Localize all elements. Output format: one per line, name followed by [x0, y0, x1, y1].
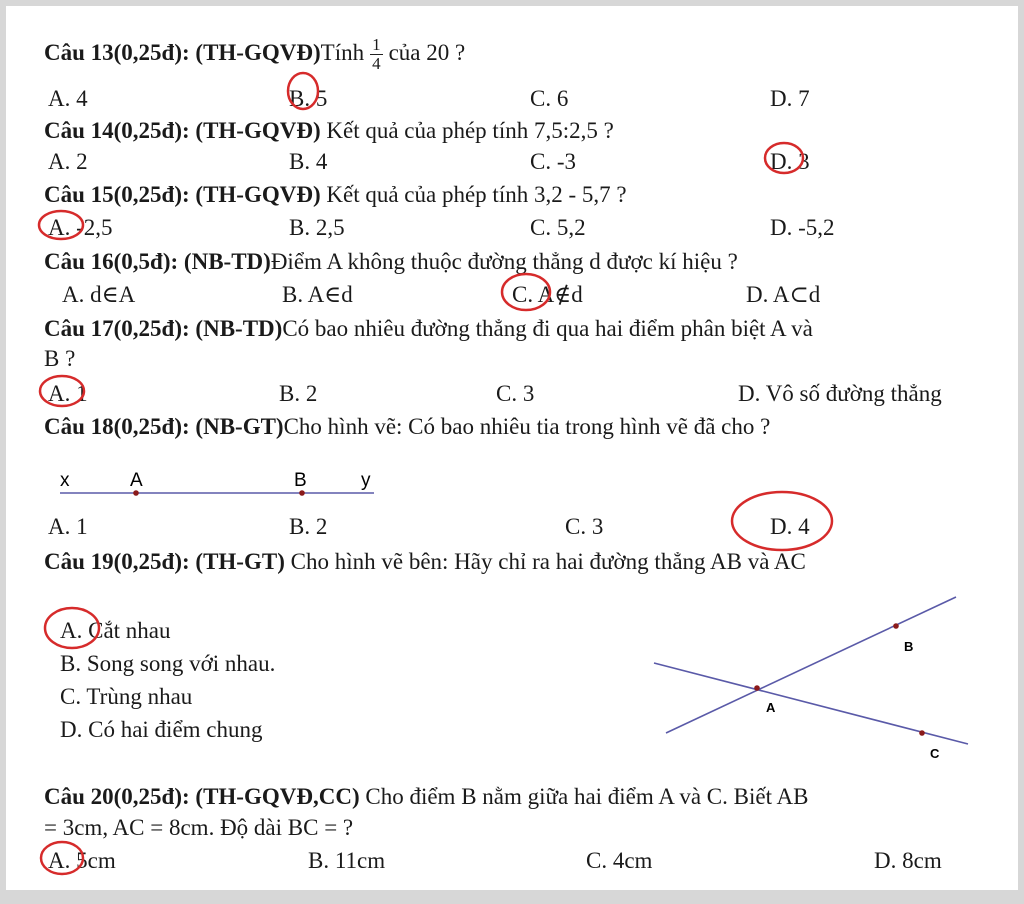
q17-option-c: C. 3	[496, 381, 535, 406]
question-13-heading: Câu 13(0,25đ): (TH-GQVĐ)	[44, 39, 321, 65]
q14-option-b: B. 4	[289, 149, 328, 174]
point-b	[893, 623, 899, 629]
q18-line-figure	[60, 470, 374, 496]
label-x: x	[60, 470, 70, 491]
q20-option-a: A. 5cm	[48, 848, 116, 873]
question-18-heading: Câu 18(0,25đ): (NB-GT)	[44, 414, 284, 439]
q15-option-d: D. -5,2	[770, 215, 835, 240]
label-a: A	[766, 700, 776, 715]
fraction-numerator: 1	[372, 35, 381, 54]
q18-option-d: D. 4	[770, 514, 810, 539]
q15-option-b: B. 2,5	[289, 215, 345, 240]
q19-intersecting-lines-figure	[654, 597, 968, 761]
label-y: y	[361, 470, 371, 491]
q13-option-b: B. 5	[289, 86, 328, 111]
question-14-heading: Câu 14(0,25đ): (TH-GQVĐ)	[44, 118, 321, 143]
q13-option-d: D. 7	[770, 86, 810, 111]
q18-option-a: A. 1	[48, 514, 88, 539]
q16-option-d: D. A⊂d	[746, 282, 821, 307]
question-14-text: Kết quả của phép tính 7,5:2,5 ?	[320, 118, 614, 143]
q19-option-d: D. Có hai điểm chung	[60, 717, 263, 742]
q16-option-b: B. A∈d	[282, 282, 353, 307]
question-16-heading: Câu 16(0,5đ): (NB-TD)	[44, 249, 271, 274]
question-15-heading: Câu 15(0,25đ): (TH-GQVĐ)	[44, 182, 321, 207]
q18-option-c: C. 3	[565, 514, 604, 539]
q15-option-a: A. -2,5	[48, 215, 113, 240]
question-20-heading: Câu 20(0,25đ): (TH-GQVĐ,CC)	[44, 784, 360, 809]
q14-option-a: A. 2	[48, 149, 88, 174]
point-a	[754, 685, 760, 691]
q19-option-a: A. Cắt nhau	[60, 618, 171, 643]
answer-circle-q17	[40, 376, 84, 406]
answer-circle-q18	[732, 492, 832, 550]
q17-option-a: A. 1	[48, 381, 88, 406]
label-b: B	[904, 639, 914, 654]
question-16-text: Điểm A không thuộc đường thẳng d được kí hiệu ?	[270, 249, 738, 274]
question-18-text: Cho hình vẽ: Có bao nhiêu tia trong hình vẽ đã cho ?	[283, 414, 771, 439]
q16-option-c: C. A∉d	[512, 282, 583, 307]
q20-option-d: D. 8cm	[874, 848, 942, 873]
question-13-text: Tính	[320, 39, 365, 65]
answer-circle-q14	[765, 143, 803, 173]
figures-and-annotations	[6, 6, 1018, 890]
q19-option-b: B. Song song với nhau.	[60, 651, 276, 676]
answer-circle-q20	[41, 842, 83, 874]
q20-option-c: C. 4cm	[586, 848, 653, 873]
q18-option-b: B. 2	[289, 514, 328, 539]
line-ab	[666, 597, 956, 733]
point-c	[919, 730, 925, 736]
point-b	[299, 490, 305, 496]
answer-circle-q15	[39, 211, 83, 239]
question-13-tail: của 20 ?	[388, 39, 466, 65]
question-19-text: Cho hình vẽ bên: Hãy chỉ ra hai đường thẳng AB và AC	[284, 549, 806, 574]
q15-option-c: C. 5,2	[530, 215, 586, 240]
answer-circle-q19	[45, 608, 99, 648]
q14-option-c: C. -3	[530, 149, 576, 174]
q13-option-c: C. 6	[530, 86, 569, 111]
fraction-denominator: 4	[372, 54, 381, 73]
label-b: B	[294, 470, 307, 491]
q14-option-d: D. 3	[770, 149, 810, 174]
answer-marks	[39, 73, 832, 874]
answer-circle-q16	[502, 274, 550, 310]
question-19-heading: Câu 19(0,25đ): (TH-GT)	[44, 549, 285, 574]
question-20-text: Cho điểm B nằm giữa hai điểm A và C. Biết AB	[359, 784, 809, 809]
label-a: A	[130, 470, 143, 491]
label-c: C	[930, 746, 940, 761]
question-17-text: Có bao nhiêu đường thẳng đi qua hai điểm phân biệt A và	[282, 316, 813, 341]
q20-option-b: B. 11cm	[308, 848, 386, 873]
question-20-line2: = 3cm, AC = 8cm. Độ dài BC = ?	[44, 815, 354, 840]
answer-circle-q13	[288, 73, 318, 109]
point-a	[133, 490, 139, 496]
q16-option-a: A. d∈A	[62, 282, 136, 307]
q17-option-d: D. Vô số đường thẳng	[738, 381, 942, 406]
q13-option-a: A. 4	[48, 86, 88, 111]
worksheet-page	[6, 6, 1018, 890]
q19-option-c: C. Trùng nhau	[60, 684, 193, 709]
question-17-heading: Câu 17(0,25đ): (NB-TD)	[44, 316, 283, 341]
q17-option-b: B. 2	[279, 381, 318, 406]
question-17-line2: B ?	[44, 346, 76, 371]
question-15-text: Kết quả của phép tính 3,2 - 5,7 ?	[320, 182, 627, 207]
